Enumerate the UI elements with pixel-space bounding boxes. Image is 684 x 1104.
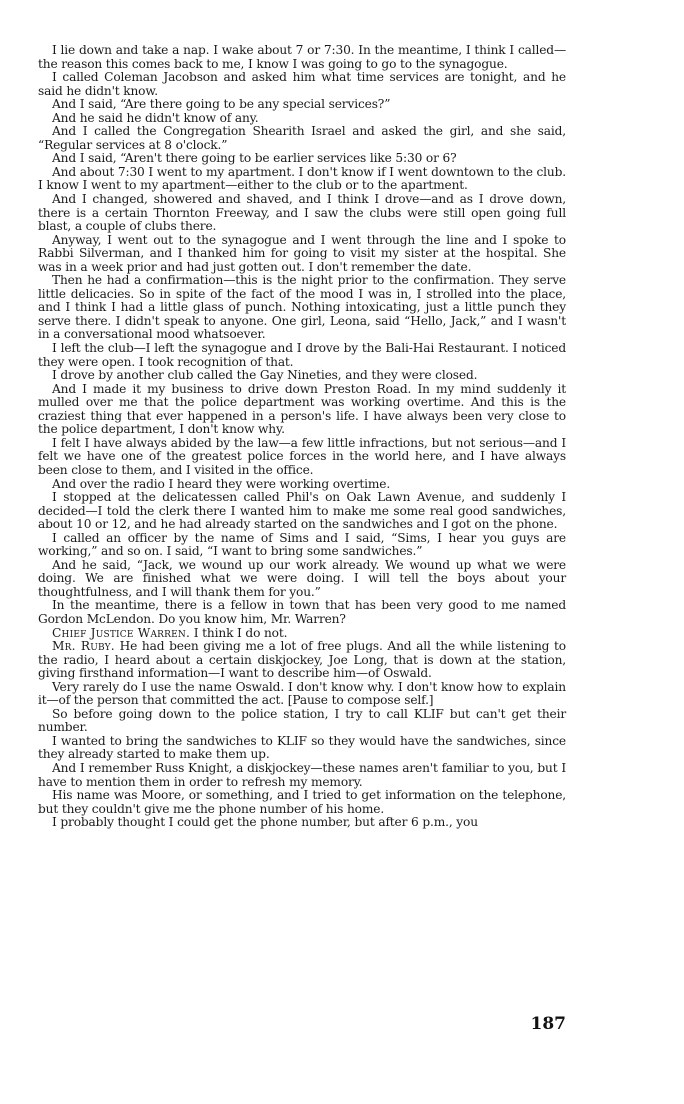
paragraph: I felt I have always abided by the law—a few little infractions, but not serious—and I felt we have one of the greatest police forces in the world here, and I have always been close to them, and I visited in the office. bbox=[38, 435, 566, 477]
paragraph: In the meantime, there is a fellow in town that has been very good to me named Gordon McLendon. Do you know him, Mr. Warren? bbox=[38, 598, 566, 626]
speaker-label: Mr. Ruby. bbox=[52, 639, 115, 654]
paragraph: I probably thought I could get the phone number, but after 6 p.m., you bbox=[52, 815, 478, 830]
paragraph: Then he had a confirmation—this is the night prior to the confirmation. They serve little delicacies. So in spite of the fact of the mood I was in, I strolled into the place, and I think I had a little glass of punch. Nothing intoxicating, just a little punch they serve there. I didn't speak to anyone. One girl, Leona, said “Hello, Jack,” and I wasn't in a conversational mood whatsoever. bbox=[38, 273, 566, 342]
paragraph: So before going down to the police station, I try to call KLIF but can't get their number. bbox=[38, 706, 566, 735]
paragraph: I called an officer by the name of Sims and I said, “Sims, I hear you guys are working,” and so on. I said, “I want to bring some sandwiches.” bbox=[38, 530, 566, 559]
paragraph: And about 7:30 I went to my apartment. I don't know if I went downtown to the club. I know I went to my apartment—either to the club or to the apartment. bbox=[38, 164, 566, 193]
paragraph bbox=[38, 627, 566, 641]
paragraph: And I remember Russ Knight, a diskjockey—these names aren't familiar to you, but I have to mention them in order to refresh my memory. bbox=[38, 760, 566, 789]
paragraph: I left the club—I left the synagogue and I drove by the Bali-Hai Restaurant. I noticed they were open. I took recognition of that. bbox=[38, 341, 566, 369]
paragraph: And I made it my business to drive down Preston Road. In my mind suddenly it mulled over me that the police department was working overtime. And this is the craziest thing that ever happened in a person's life. I have always been very close to the police department, I don't know why. bbox=[38, 381, 566, 437]
paragraph: I stopped at the delicatessen called Phil's on Oak Lawn Avenue, and suddenly I decided—I told the clerk there I wanted him to make me some real good sandwiches, about 10 or 12, and he had already started on the sandwiches and I got on the phone. bbox=[38, 490, 566, 532]
paragraph: I wanted to bring the sandwiches to KLIF so they would have the sandwiches, since they already started to make them up. bbox=[38, 733, 566, 762]
paragraph bbox=[38, 640, 566, 681]
speaker-label: Chief Justice Warren. bbox=[52, 625, 191, 640]
paragraph: I drove by another club called the Gay Nineties, and they were closed. bbox=[52, 368, 478, 383]
paragraph: I called Coleman Jacobson and asked him what time services are tonight, and he said he didn't know. bbox=[38, 70, 566, 98]
paragraph: His name was Moore, or something, and I tried to get information on the telephone, but they couldn't give me the phone number of his home. bbox=[38, 788, 566, 816]
paragraph: And I said, “Are there going to be any special services?” bbox=[52, 97, 391, 112]
speech-text: He had been giving me a lot of free plugs. And all the while listening to the radio, I heard about a certain diskjockey, Joe Long, that is down at the station, giving firsthand information—I want to describe him—of Oswald. bbox=[38, 639, 566, 681]
paragraph: And he said he didn't know of any. bbox=[52, 110, 259, 125]
paragraph: Very rarely do I use the name Oswald. I don't know why. I don't know how to explain it—of the person that committed the act. [Pause to compose self.] bbox=[38, 679, 566, 708]
paragraph: And I called the Congregation Shearith Israel and asked the girl, and she said, “Regular services at 8 o'clock.” bbox=[38, 124, 566, 152]
page-number: 187 bbox=[530, 1014, 566, 1034]
speech-text: I think I do not. bbox=[193, 625, 288, 640]
body-text bbox=[38, 44, 566, 830]
document-page bbox=[38, 44, 566, 1084]
paragraph: And I changed, showered and shaved, and I think I drove—and as I drove down, there is a certain Thornton Freeway, and I saw the clubs were still open going full blast, a couple of clubs there. bbox=[38, 192, 566, 234]
paragraph: And he said, “Jack, we wound up our work already. We wound up what we were doing. We are finished what we were doing. I will tell the boys about your thoughtfulness, and I will thank them for you.” bbox=[38, 557, 566, 599]
paragraph: And I said, “Aren't there going to be earlier services like 5:30 or 6? bbox=[52, 151, 457, 166]
paragraph: Anyway, I went out to the synagogue and I went through the line and I spoke to Rabbi Silverman, and I thanked him for going to visit my sister at the hospital. She was in a week prior and had just gotten out. I don't remember the date. bbox=[38, 232, 566, 274]
paragraph: And over the radio I heard they were working overtime. bbox=[52, 476, 391, 491]
paragraph: I lie down and take a nap. I wake about 7 or 7:30. In the meantime, I think I called—the reason this comes back to me, I know I was going to go to the synagogue. bbox=[38, 43, 566, 71]
